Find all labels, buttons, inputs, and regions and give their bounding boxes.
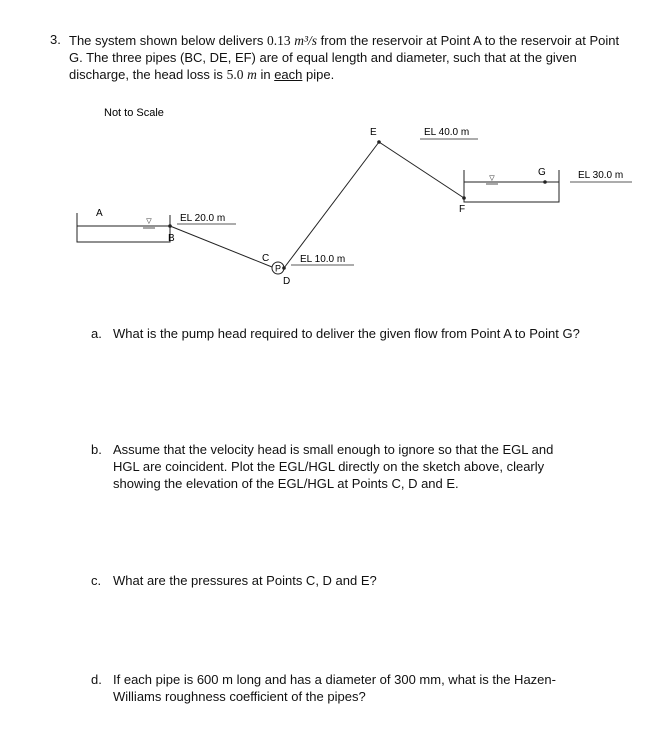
intro-text-1: The system shown below delivers xyxy=(69,33,264,48)
question-d-label: d. xyxy=(91,672,102,687)
question-number: 3. xyxy=(50,32,61,47)
question-a xyxy=(91,325,591,359)
elevation-reservoir-a: EL 20.0 m xyxy=(180,213,226,224)
question-c xyxy=(91,572,591,589)
label-point-b: B xyxy=(168,233,175,244)
elevation-point-e: EL 40.0 m xyxy=(424,127,470,138)
question-a-text: What is the pump head required to deliver the given flow from Point A to Point G? xyxy=(113,326,580,341)
question-b-text: Assume that the velocity head is small enough to ignore so that the EGL and HGL are coincident. Plot the EGL/HGL directly on the sketch above, clearly showing the elevation of the EGL/HGL at Points C, D and E. xyxy=(113,442,554,491)
label-point-e: E xyxy=(370,127,377,138)
pipe-bc xyxy=(170,226,272,267)
label-point-c: C xyxy=(262,253,270,264)
label-point-f: F xyxy=(459,204,466,215)
discharge-value: 0.13 xyxy=(266,33,291,48)
intro-text-4: pipe. xyxy=(306,67,335,82)
pipe-ef xyxy=(379,142,464,198)
water-level-symbol-g: ▽ xyxy=(489,175,495,182)
question-d xyxy=(91,671,591,705)
label-point-a: A xyxy=(96,208,103,219)
pipe-system-diagram xyxy=(0,0,666,320)
question-b xyxy=(91,441,591,492)
question-c-text: What are the pressures at Points C, D and E? xyxy=(113,573,377,588)
pipe-de xyxy=(284,142,379,268)
question-a-label: a. xyxy=(91,326,102,341)
point-g-marker xyxy=(543,180,547,184)
reservoir-a-tank xyxy=(77,213,170,242)
elevation-reservoir-g: EL 30.0 m xyxy=(578,170,624,181)
question-c-label: c. xyxy=(91,573,102,588)
not-to-scale-note: Not to Scale xyxy=(104,107,164,119)
label-point-d: D xyxy=(283,276,291,287)
elevation-pump: EL 10.0 m xyxy=(300,254,346,265)
question-b-label: b. xyxy=(91,442,102,457)
pump-label: P xyxy=(274,263,282,274)
headloss-unit: m xyxy=(247,67,257,82)
emphasis-each: each xyxy=(274,67,303,82)
intro-text-3: in xyxy=(260,67,271,82)
headloss-value: 5.0 xyxy=(226,67,244,82)
label-point-g: G xyxy=(538,167,546,178)
question-d-text: If each pipe is 600 m long and has a diameter of 300 mm, what is the Hazen-Williams roughness coefficient of the pipes? xyxy=(113,672,556,704)
intro-text-2: from the reservoir at Point A to the reservoir at Point G. The three pipes (BC, DE, EF) are of equal length and diameter, such that at the given discharge, the head loss is xyxy=(69,33,620,82)
discharge-unit: m³/s xyxy=(294,33,318,48)
water-level-symbol-a: ▽ xyxy=(146,218,152,225)
